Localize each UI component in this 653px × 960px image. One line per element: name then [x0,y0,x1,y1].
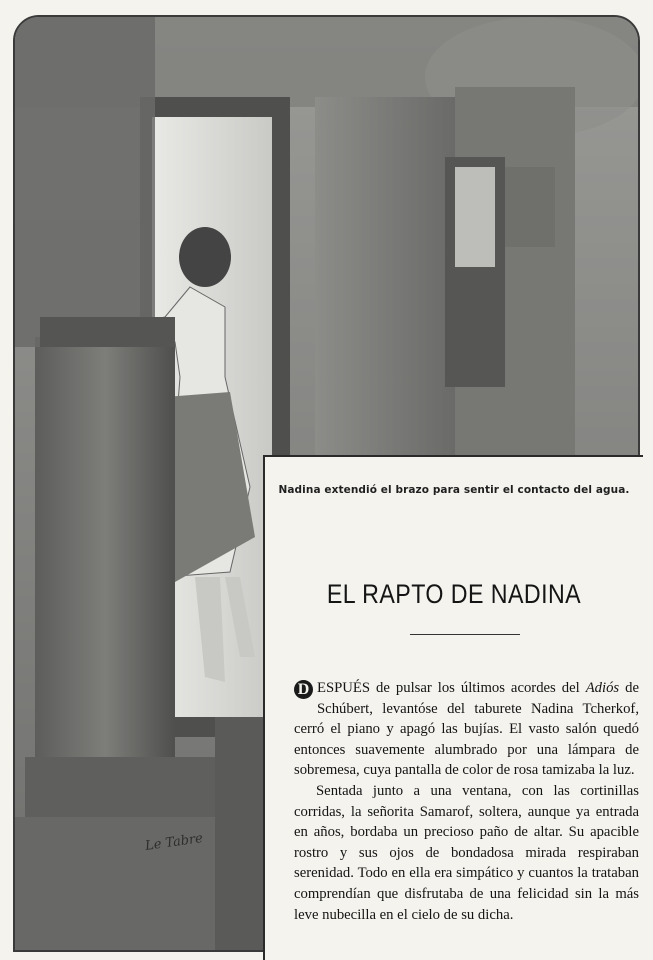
article-body [294,678,639,925]
paragraph-1-italic: Adiós [585,680,620,696]
article-title: EL RAPTO DE NADINA [326,579,582,609]
paragraph-1 [294,678,639,781]
paragraph-2: Sentada junto a una ventana, con las cortinillas corridas, la señorita Samarof, soltera, aunque ya entrada en años, bordaba un precioso paño de altar. Su apacible rostro y sus ojos de bondadosa mirada respiraban serenidad. Todo en ella era simpático y cuantos la trataban comprendían que disfrutaba de una felicidad sin la más leve nubecilla en el cielo de su dicha. [294,782,639,923]
artist-signature: Le Tabre [144,831,204,854]
text-panel [263,455,643,960]
paragraph-1-text-b: de Schúbert, levantóse del taburete Nadina Tcherkof, cerró el piano y apagó las bujías. El vasto salón quedó entonces suavemente alumbrado por una lámpara de sobremesa, cuya pantalla de color de rosa tamizaba la luz. [294,680,639,779]
paragraph-1-text-a: de pulsar los últimos acordes del [370,680,586,696]
first-word: ESPUÉS [317,680,371,696]
title-divider [410,634,520,635]
dropcap: D [294,680,313,699]
illustration-caption: Nadina extendió el brazo para sentir el contacto del agua. [278,484,630,496]
